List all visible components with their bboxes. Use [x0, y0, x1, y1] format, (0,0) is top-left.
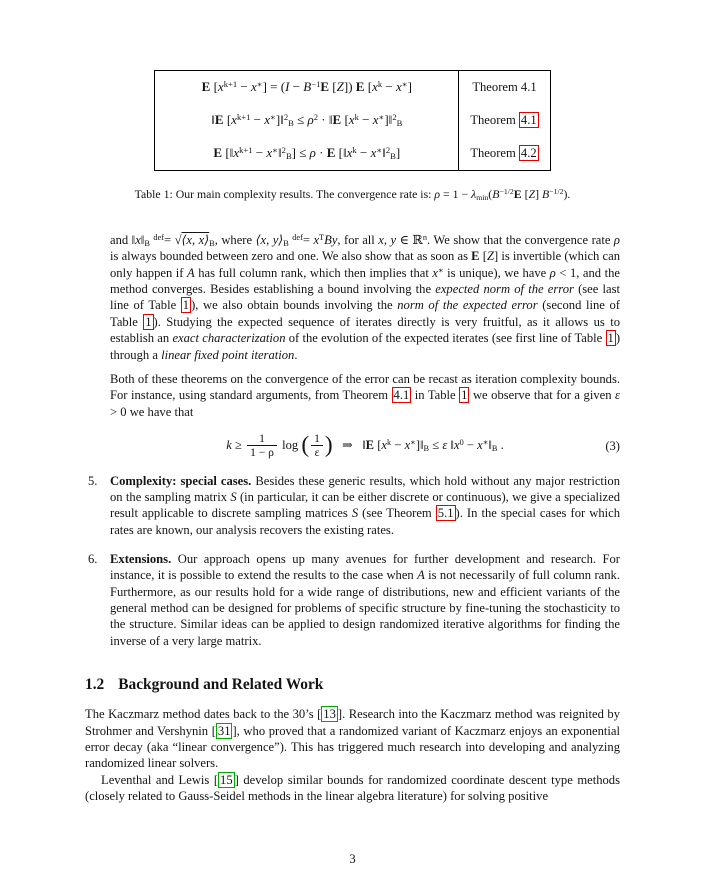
text-segment: ]. Research into the Kaczmarz method was reignited by Strohmer and Vershynin [	[85, 707, 620, 738]
math-italic-text: x	[135, 233, 141, 247]
superscript: n	[422, 233, 428, 243]
theorem-cell	[459, 104, 550, 137]
math-italic-text: x	[432, 265, 439, 280]
text-segment: [	[329, 79, 337, 94]
text-segment: The Kaczmarz method dates back to the 30’s [	[85, 707, 322, 722]
math-italic-text: x, y	[378, 233, 397, 247]
big-paren: (	[301, 431, 310, 458]
bold-text: E	[320, 79, 330, 94]
math-italic-text: x	[477, 437, 483, 452]
bold-text: E	[355, 79, 365, 94]
math-italic-text: A	[417, 568, 425, 583]
math-italic-text: I	[285, 79, 290, 94]
math-italic-text: x	[453, 437, 460, 452]
paragraph-kaczmarz-history	[85, 706, 620, 771]
text-segment: .	[294, 347, 298, 362]
math-italic-text: ρ	[309, 144, 316, 160]
formula-cell	[155, 104, 459, 137]
bold-text: E	[213, 144, 223, 160]
text-segment: [	[210, 79, 218, 94]
bold-text: Extensions.	[110, 552, 172, 567]
equation-number: (3)	[605, 438, 620, 453]
text-segment: in Table	[411, 388, 460, 403]
text-segment: .	[497, 437, 504, 452]
superscript: ∗	[256, 79, 263, 90]
internal-ref-link[interactable]: 1	[461, 388, 468, 403]
table-row	[155, 104, 550, 137]
theorem-cell	[459, 71, 550, 104]
paragraph-norm-definition	[110, 232, 620, 363]
text-segment: ), we also obtain bounds involving the	[191, 298, 398, 313]
text-segment: ]‖	[275, 111, 284, 127]
text-segment: −	[463, 437, 478, 452]
superscript: −1/2	[499, 187, 514, 197]
text-segment: Theorem 4.1	[472, 80, 537, 95]
table-row	[155, 137, 550, 170]
text-segment: −	[252, 144, 267, 160]
list-item-extensions	[85, 551, 620, 649]
text-segment: is not necessarily of full column rank. Furthermore, as our results hold for a wide range of distributions, new and efficient variants of the general method can be designed for problems of specific structure by fine-tuning the stochasticity to the structure. Similar ideas can be applied to design randomized iterative algorithms for finding the inverse of a very large matrix.	[110, 568, 620, 648]
superscript: def	[153, 233, 164, 243]
text-segment: is unique), we have	[443, 265, 550, 280]
math-italic-text: expected norm of the error	[435, 282, 574, 297]
fraction-denominator: 1 − ρ	[250, 446, 274, 460]
text-segment: ] = (	[262, 79, 286, 94]
superscript: k	[377, 79, 383, 90]
item-continuation-block	[110, 232, 620, 460]
math-italic-text: x	[233, 144, 240, 160]
text-segment: ]	[407, 79, 412, 94]
superscript: −1/2	[549, 187, 564, 197]
internal-ref-link[interactable]: 4.2	[520, 146, 537, 161]
math-italic-text: x	[395, 79, 402, 94]
subscript: B	[423, 444, 430, 453]
math-italic-text: A	[187, 265, 195, 280]
superscript: ∗	[272, 144, 278, 155]
superscript: k	[352, 144, 357, 155]
text-segment: [	[341, 111, 349, 127]
text-segment: ‖	[211, 111, 215, 127]
text-segment: (see Theorem	[358, 506, 436, 521]
text-segment: = 1 −	[440, 186, 472, 201]
text-segment: Besides these generic results, which hold without any major restriction on the sampling matrix	[110, 473, 621, 504]
list-item-complexity-special-cases	[85, 473, 620, 538]
math-italic-text: linear fixed point iteration	[161, 347, 295, 362]
text-segment: Leventhal and Lewis [	[101, 772, 219, 787]
text-segment: ]‖	[415, 437, 424, 452]
math-italic-text: x	[266, 144, 273, 160]
math-italic-text: x	[372, 79, 378, 94]
text-segment: −	[356, 144, 371, 160]
math-italic-text: x	[370, 144, 377, 160]
big-paren: )	[324, 431, 333, 458]
math-italic-text: λ	[471, 186, 477, 201]
superscript: ∗	[270, 112, 276, 123]
text-segment: , where	[214, 233, 256, 247]
subscript: B	[144, 239, 150, 249]
math-italic-text: x	[264, 111, 270, 127]
text-segment: ‖	[277, 144, 282, 160]
bold-text: E	[513, 186, 522, 201]
superscript: T	[319, 233, 325, 243]
text-segment: and ‖	[110, 233, 136, 247]
internal-ref-link[interactable]: 4.1	[520, 113, 537, 128]
text-segment: Theorem	[470, 146, 519, 161]
text-segment: ∈ ℝ	[396, 233, 423, 247]
text-segment: √	[174, 233, 182, 247]
math-italic-text: x	[346, 144, 353, 160]
superscript: k+1	[223, 79, 238, 90]
superscript: 2	[385, 144, 391, 155]
citation-link[interactable]: 13	[323, 707, 336, 722]
results-table	[154, 70, 550, 171]
text-segment: < 1, and the method converges. Besides establishing a bound involving the	[110, 265, 620, 297]
math-italic-text: Z	[486, 249, 494, 264]
superscript: k+1	[239, 144, 253, 155]
text-segment: ] develop similar bounds for randomized coordinate descent type methods (closely related to Gauss-Seidel methods in the linear algebra literature) for solving positive	[85, 772, 620, 804]
fraction-numerator: 1	[247, 432, 277, 446]
subscript: B	[285, 151, 292, 162]
text-segment: . We show that the convergence rate	[427, 233, 614, 247]
superscript: ∗	[401, 79, 408, 90]
citation-link[interactable]: 15	[220, 772, 233, 787]
text-segment: ])	[343, 79, 356, 94]
paragraph-leventhal-lewis	[85, 772, 620, 805]
math-italic-text: ρ	[434, 186, 441, 201]
math-italic-text: ε	[615, 388, 620, 403]
bold-text: E	[332, 111, 342, 127]
subscript: B	[283, 239, 289, 249]
math-italic-text: ρ	[549, 265, 556, 280]
bold-text: E	[365, 437, 375, 452]
math-italic-text: x	[313, 233, 320, 247]
text-segment: ). In the special cases for which rates are known, our analysis recovers the existing rates.	[110, 506, 621, 537]
subscript: min	[476, 192, 489, 202]
table-row	[155, 71, 550, 104]
list-item-body	[110, 551, 620, 649]
math-italic-text: exact characterization	[172, 331, 286, 346]
section-title: Background and Related Work	[118, 676, 324, 694]
theorem-cell	[459, 137, 550, 170]
subscript: B	[491, 444, 498, 453]
section-heading	[85, 675, 620, 695]
subscript: B	[209, 239, 215, 249]
text-segment: ⇒	[332, 437, 363, 452]
text-segment: > 0 we have that	[110, 404, 194, 419]
text-segment: has full column rank, which then implies that	[194, 265, 433, 280]
internal-ref-link[interactable]: 4.1	[393, 388, 410, 403]
equation-3	[110, 432, 620, 460]
subscript: B	[288, 118, 294, 129]
math-italic-text: ⟨x, y⟩	[255, 233, 284, 247]
text-segment: ] ≤	[291, 144, 310, 160]
superscript: −1	[311, 79, 321, 90]
table-caption	[61, 187, 644, 202]
list-item-number: 5.	[88, 473, 98, 488]
math-italic-text: B	[303, 79, 312, 94]
math-italic-text: x	[372, 111, 379, 127]
text-segment: of the evolution of the expected iterates (see first line of Table	[285, 331, 606, 346]
math-italic-text: ρ	[307, 111, 314, 127]
math-italic-text: x	[217, 79, 224, 94]
superscript: k	[387, 437, 392, 447]
text-segment: −	[358, 111, 373, 127]
sqrt-argument: ⟨x, x⟩	[181, 233, 210, 247]
text-segment: (see last line of Table	[110, 282, 621, 313]
list-item-body	[110, 473, 620, 538]
text-segment: −	[382, 79, 396, 94]
bold-text: E	[201, 79, 211, 94]
bold-text: Complexity: special cases.	[110, 473, 252, 488]
text-segment: (in particular, it can be either discrete or continuous), we give a specialized result applicable to discrete sampling matrices	[110, 489, 621, 521]
superscript: k+1	[236, 112, 251, 123]
superscript: 2	[281, 144, 286, 155]
formula-cell	[155, 137, 459, 170]
text-segment: −	[237, 79, 251, 94]
superscript: ∗	[438, 265, 444, 275]
math-italic-text: S	[230, 489, 237, 504]
text-segment: −	[289, 79, 304, 94]
text-segment: =	[302, 233, 314, 247]
math-italic-text: Z	[528, 186, 536, 201]
citation-link[interactable]: 31	[217, 723, 231, 738]
superscript: 2	[313, 112, 319, 123]
internal-ref-link[interactable]: 1	[182, 298, 190, 313]
math-italic-text: ε	[442, 437, 448, 452]
text-segment: is always bounded between zero and one. We also show that as soon as	[110, 249, 472, 264]
superscript: 0	[459, 437, 464, 447]
fraction-numerator: 1	[311, 432, 323, 446]
text-segment: we observe that for a given	[469, 388, 616, 403]
fraction-denominator: ε	[314, 446, 320, 460]
text-segment: Table 1: Our main complexity results. The convergence rate is:	[134, 186, 435, 201]
text-segment: ≤	[429, 437, 443, 452]
text-segment: [	[521, 186, 529, 201]
math-italic-text: x	[404, 437, 411, 452]
text-segment: ‖	[382, 144, 386, 160]
subscript: B	[390, 151, 396, 162]
superscript: ∗	[376, 144, 383, 155]
text-segment: ], who proved that a randomized variant of Kaczmarz enjoys an exponential error decay (aka “linear convergence”). This has triggered much research into developing and analyzing randomized linear solvers.	[85, 723, 620, 771]
text-segment: ‖	[447, 437, 454, 452]
text-segment: ]‖	[384, 111, 393, 127]
text-segment: −	[250, 111, 265, 127]
superscript: ∗	[482, 437, 489, 447]
list-item-number: 6.	[88, 552, 98, 567]
formula-cell	[155, 71, 459, 104]
text-segment: [‖	[335, 144, 347, 160]
superscript: 2	[283, 112, 289, 123]
text-segment: ≤	[293, 111, 308, 127]
section-number: 1.2	[85, 676, 105, 694]
superscript: 2	[392, 112, 397, 123]
text-segment: ).	[563, 186, 571, 201]
subscript: B	[396, 118, 403, 129]
text-segment: =	[163, 233, 175, 247]
text-segment: [‖	[222, 144, 234, 160]
bold-text: E	[214, 111, 224, 127]
math-italic-text: k	[226, 437, 232, 452]
math-italic-text: B	[541, 186, 550, 201]
text-segment: [	[479, 249, 487, 264]
math-italic-text: S	[351, 506, 359, 521]
fraction	[247, 432, 277, 460]
text-segment: ‖	[362, 437, 366, 452]
text-segment: ‖	[140, 233, 145, 247]
superscript: ∗	[410, 437, 416, 447]
text-segment: ). Studying the expected sequence of iterates directly is very fruitful, as it allows us to establish an	[110, 314, 620, 346]
math-italic-text: x	[381, 437, 388, 452]
math-italic-text: B	[492, 186, 500, 201]
math-italic-text: x	[348, 111, 355, 127]
text-segment: ≥	[231, 437, 246, 452]
text-segment: ) through a	[110, 331, 621, 362]
math-italic-text: norm of the expected error	[397, 298, 538, 313]
math-italic-text: x	[231, 111, 237, 127]
internal-ref-link[interactable]: 1	[145, 314, 152, 329]
bold-text: E	[326, 144, 336, 160]
superscript: ∗	[378, 112, 385, 123]
text-segment: −	[391, 437, 405, 452]
text-segment: [	[364, 79, 373, 94]
text-segment: ‖	[488, 437, 492, 452]
text-segment: Our approach opens up many avenues for further development and research. For instance, it is possible to extend the results to the case when	[110, 552, 620, 583]
internal-ref-link[interactable]: 5.1	[437, 506, 454, 521]
fraction	[311, 432, 323, 460]
text-segment: Both of these theorems on the convergence of the error can be recast as iteration complexity bounds. For instance, using standard arguments, from Theorem	[110, 371, 620, 403]
text-segment: ]	[395, 144, 401, 160]
text-segment: · ‖	[318, 111, 333, 127]
text-segment: ·	[315, 144, 327, 160]
math-italic-text: x	[250, 79, 257, 94]
math-italic-text: ρ	[613, 233, 620, 247]
page-number: 3	[349, 851, 356, 866]
superscript: def	[292, 233, 303, 243]
text-segment: (	[488, 186, 493, 201]
bold-text: E	[471, 249, 480, 264]
paragraph-iteration-complexity	[110, 371, 620, 420]
text-segment: , for all	[337, 233, 379, 247]
text-segment: Theorem	[470, 113, 519, 128]
text-segment: [	[223, 111, 232, 127]
math-italic-text: By	[324, 233, 338, 247]
text-segment: (second line of Table	[110, 298, 620, 329]
math-italic-text: Z	[336, 79, 344, 94]
superscript: k	[354, 112, 359, 123]
text-segment: log	[278, 437, 302, 452]
internal-ref-link[interactable]: 1	[607, 331, 614, 346]
text-segment: [	[374, 437, 382, 452]
text-segment: ]	[535, 186, 542, 201]
text-segment: ] is invertible (which can only happen if	[110, 249, 620, 280]
